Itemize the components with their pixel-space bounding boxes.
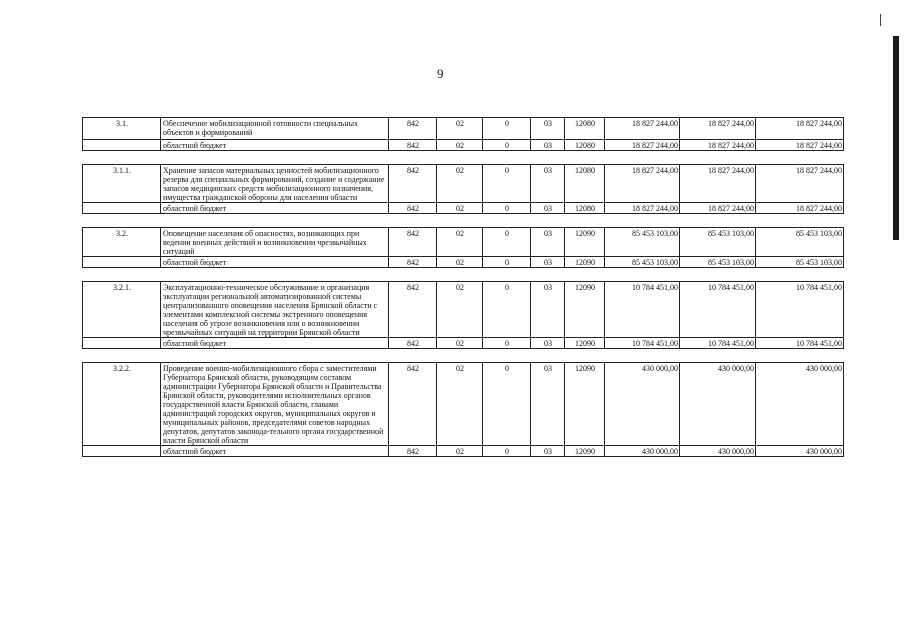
- row-separator: [83, 349, 844, 363]
- amount-year-2: 18 827 244,00: [680, 140, 756, 151]
- code-program: 03: [531, 363, 565, 446]
- code-subsection: 0: [483, 338, 531, 349]
- separator-cell: [483, 151, 531, 165]
- amount-year-2: 430 000,00: [680, 363, 756, 446]
- amount-year-3: 18 827 244,00: [756, 118, 844, 140]
- code-target: 12090: [565, 338, 605, 349]
- code-ministry: 842: [389, 228, 437, 257]
- code-subsection: 0: [483, 203, 531, 214]
- empty-cell: [83, 203, 161, 214]
- separator-cell: [437, 214, 483, 228]
- table-row: [83, 228, 844, 257]
- separator-cell: [483, 349, 531, 363]
- code-section: 02: [437, 118, 483, 140]
- table-row: [83, 282, 844, 338]
- amount-year-1: 18 827 244,00: [605, 118, 680, 140]
- amount-year-3: 85 453 103,00: [756, 257, 844, 268]
- separator-cell: [83, 214, 161, 228]
- separator-cell: [531, 268, 565, 282]
- separator-cell: [756, 151, 844, 165]
- separator-cell: [531, 214, 565, 228]
- row-description: Обеспечение мобилизационной готовности специальных объектов и формирований: [161, 118, 389, 140]
- separator-cell: [389, 349, 437, 363]
- row-description: Проведение военно-мобилизационного сбора с заместителями Губернатора Брянской области, руководящим составом администрации Губернатора Брянской области и Правительства Брянской области, руководителями исполнительных органов государственной власти Брянской области, главами администраций городских округов, муниципальных округов и муниципальных районов, председателями советов народных депутатов, депутатов законода-тельного органа государственной власти Брянской области: [161, 363, 389, 446]
- amount-year-1: 10 784 451,00: [605, 282, 680, 338]
- budget-label: областной бюджет: [161, 257, 389, 268]
- empty-cell: [83, 140, 161, 151]
- amount-year-2: 18 827 244,00: [680, 165, 756, 203]
- row-number: 3.2.: [83, 228, 161, 257]
- separator-cell: [605, 268, 680, 282]
- amount-year-3: 430 000,00: [756, 446, 844, 457]
- code-subsection: 0: [483, 165, 531, 203]
- code-target: 12090: [565, 282, 605, 338]
- separator-cell: [756, 268, 844, 282]
- budget-row: [83, 203, 844, 214]
- row-number: 3.1.1.: [83, 165, 161, 203]
- separator-cell: [565, 268, 605, 282]
- separator-cell: [756, 349, 844, 363]
- separator-cell: [83, 349, 161, 363]
- amount-year-2: 85 453 103,00: [680, 228, 756, 257]
- code-section: 02: [437, 282, 483, 338]
- code-program: 03: [531, 140, 565, 151]
- code-section: 02: [437, 363, 483, 446]
- table-row: [83, 118, 844, 140]
- row-description: Хранение запасов материальных ценностей мобилизационного резерва для специальных формирований, создание и содержание запасов медицинских средств мобилизационного назначения, имущества гражданской обороны для населения области: [161, 165, 389, 203]
- separator-cell: [531, 349, 565, 363]
- code-program: 03: [531, 257, 565, 268]
- code-target: 12080: [565, 203, 605, 214]
- code-program: 03: [531, 165, 565, 203]
- code-target: 12090: [565, 257, 605, 268]
- amount-year-1: 85 453 103,00: [605, 228, 680, 257]
- code-program: 03: [531, 282, 565, 338]
- code-target: 12080: [565, 165, 605, 203]
- code-subsection: 0: [483, 140, 531, 151]
- separator-cell: [389, 268, 437, 282]
- code-ministry: 842: [389, 118, 437, 140]
- amount-year-2: 18 827 244,00: [680, 118, 756, 140]
- code-ministry: 842: [389, 165, 437, 203]
- code-ministry: 842: [389, 338, 437, 349]
- budget-label: областной бюджет: [161, 140, 389, 151]
- code-ministry: 842: [389, 446, 437, 457]
- code-ministry: 842: [389, 282, 437, 338]
- code-subsection: 0: [483, 282, 531, 338]
- amount-year-1: 18 827 244,00: [605, 165, 680, 203]
- code-target: 12080: [565, 140, 605, 151]
- separator-cell: [483, 214, 531, 228]
- code-ministry: 842: [389, 203, 437, 214]
- amount-year-3: 18 827 244,00: [756, 203, 844, 214]
- scan-edge-mark-thin: [880, 14, 881, 26]
- separator-cell: [389, 214, 437, 228]
- budget-row: [83, 446, 844, 457]
- separator-cell: [680, 268, 756, 282]
- separator-cell: [161, 151, 389, 165]
- code-section: 02: [437, 228, 483, 257]
- budget-row: [83, 257, 844, 268]
- code-subsection: 0: [483, 228, 531, 257]
- amount-year-3: 18 827 244,00: [756, 140, 844, 151]
- code-section: 02: [437, 165, 483, 203]
- amount-year-3: 430 000,00: [756, 363, 844, 446]
- row-number: 3.1.: [83, 118, 161, 140]
- code-program: 03: [531, 228, 565, 257]
- code-program: 03: [531, 203, 565, 214]
- code-subsection: 0: [483, 257, 531, 268]
- amount-year-2: 18 827 244,00: [680, 203, 756, 214]
- code-ministry: 842: [389, 257, 437, 268]
- separator-cell: [531, 151, 565, 165]
- empty-cell: [83, 338, 161, 349]
- separator-cell: [605, 214, 680, 228]
- amount-year-3: 85 453 103,00: [756, 228, 844, 257]
- code-program: 03: [531, 338, 565, 349]
- amount-year-2: 85 453 103,00: [680, 257, 756, 268]
- separator-cell: [161, 268, 389, 282]
- budget-label: областной бюджет: [161, 446, 389, 457]
- code-target: 12080: [565, 118, 605, 140]
- separator-cell: [565, 349, 605, 363]
- amount-year-2: 10 784 451,00: [680, 282, 756, 338]
- separator-cell: [605, 349, 680, 363]
- row-separator: [83, 151, 844, 165]
- amount-year-1: 430 000,00: [605, 446, 680, 457]
- row-separator: [83, 268, 844, 282]
- code-subsection: 0: [483, 446, 531, 457]
- budget-row: [83, 338, 844, 349]
- row-number: 3.2.2.: [83, 363, 161, 446]
- amount-year-2: 430 000,00: [680, 446, 756, 457]
- code-program: 03: [531, 118, 565, 140]
- code-target: 12090: [565, 228, 605, 257]
- separator-cell: [83, 268, 161, 282]
- row-separator: [83, 214, 844, 228]
- row-description: Эксплуатационно-техническое обслуживание и организация эксплуатации региональной автоматизированной системы централизованного оповещения населения Брянской области с элементами комплексной системы экстренного оповещения населения об угрозе возникновения или о возникновении чрезвычайных ситуаций на территории Брянской области: [161, 282, 389, 338]
- budget-table: [82, 117, 844, 457]
- amount-year-1: 18 827 244,00: [605, 140, 680, 151]
- empty-cell: [83, 446, 161, 457]
- amount-year-3: 10 784 451,00: [756, 338, 844, 349]
- separator-cell: [565, 214, 605, 228]
- amount-year-3: 10 784 451,00: [756, 282, 844, 338]
- budget-label: областной бюджет: [161, 338, 389, 349]
- amount-year-1: 18 827 244,00: [605, 203, 680, 214]
- budget-label: областной бюджет: [161, 203, 389, 214]
- table-row: [83, 363, 844, 446]
- separator-cell: [437, 349, 483, 363]
- code-target: 12090: [565, 446, 605, 457]
- separator-cell: [437, 268, 483, 282]
- table-row: [83, 165, 844, 203]
- separator-cell: [437, 151, 483, 165]
- separator-cell: [605, 151, 680, 165]
- amount-year-1: 85 453 103,00: [605, 257, 680, 268]
- code-target: 12090: [565, 363, 605, 446]
- budget-row: [83, 140, 844, 151]
- code-section: 02: [437, 257, 483, 268]
- separator-cell: [680, 349, 756, 363]
- separator-cell: [565, 151, 605, 165]
- separator-cell: [161, 214, 389, 228]
- code-ministry: 842: [389, 363, 437, 446]
- code-subsection: 0: [483, 363, 531, 446]
- row-description: Оповещение населения об опасностях, возникающих при ведении военных действий и возникновении чрезвычайных ситуаций: [161, 228, 389, 257]
- separator-cell: [680, 214, 756, 228]
- code-subsection: 0: [483, 118, 531, 140]
- separator-cell: [680, 151, 756, 165]
- scan-edge-mark-thick: [893, 36, 899, 240]
- row-number: 3.2.1.: [83, 282, 161, 338]
- page-number: 9: [437, 66, 444, 81]
- separator-cell: [389, 151, 437, 165]
- separator-cell: [756, 214, 844, 228]
- separator-cell: [483, 268, 531, 282]
- code-section: 02: [437, 203, 483, 214]
- code-section: 02: [437, 140, 483, 151]
- empty-cell: [83, 257, 161, 268]
- amount-year-2: 10 784 451,00: [680, 338, 756, 349]
- separator-cell: [83, 151, 161, 165]
- separator-cell: [161, 349, 389, 363]
- code-section: 02: [437, 446, 483, 457]
- amount-year-1: 430 000,00: [605, 363, 680, 446]
- code-program: 03: [531, 446, 565, 457]
- amount-year-1: 10 784 451,00: [605, 338, 680, 349]
- amount-year-3: 18 827 244,00: [756, 165, 844, 203]
- code-ministry: 842: [389, 140, 437, 151]
- code-section: 02: [437, 338, 483, 349]
